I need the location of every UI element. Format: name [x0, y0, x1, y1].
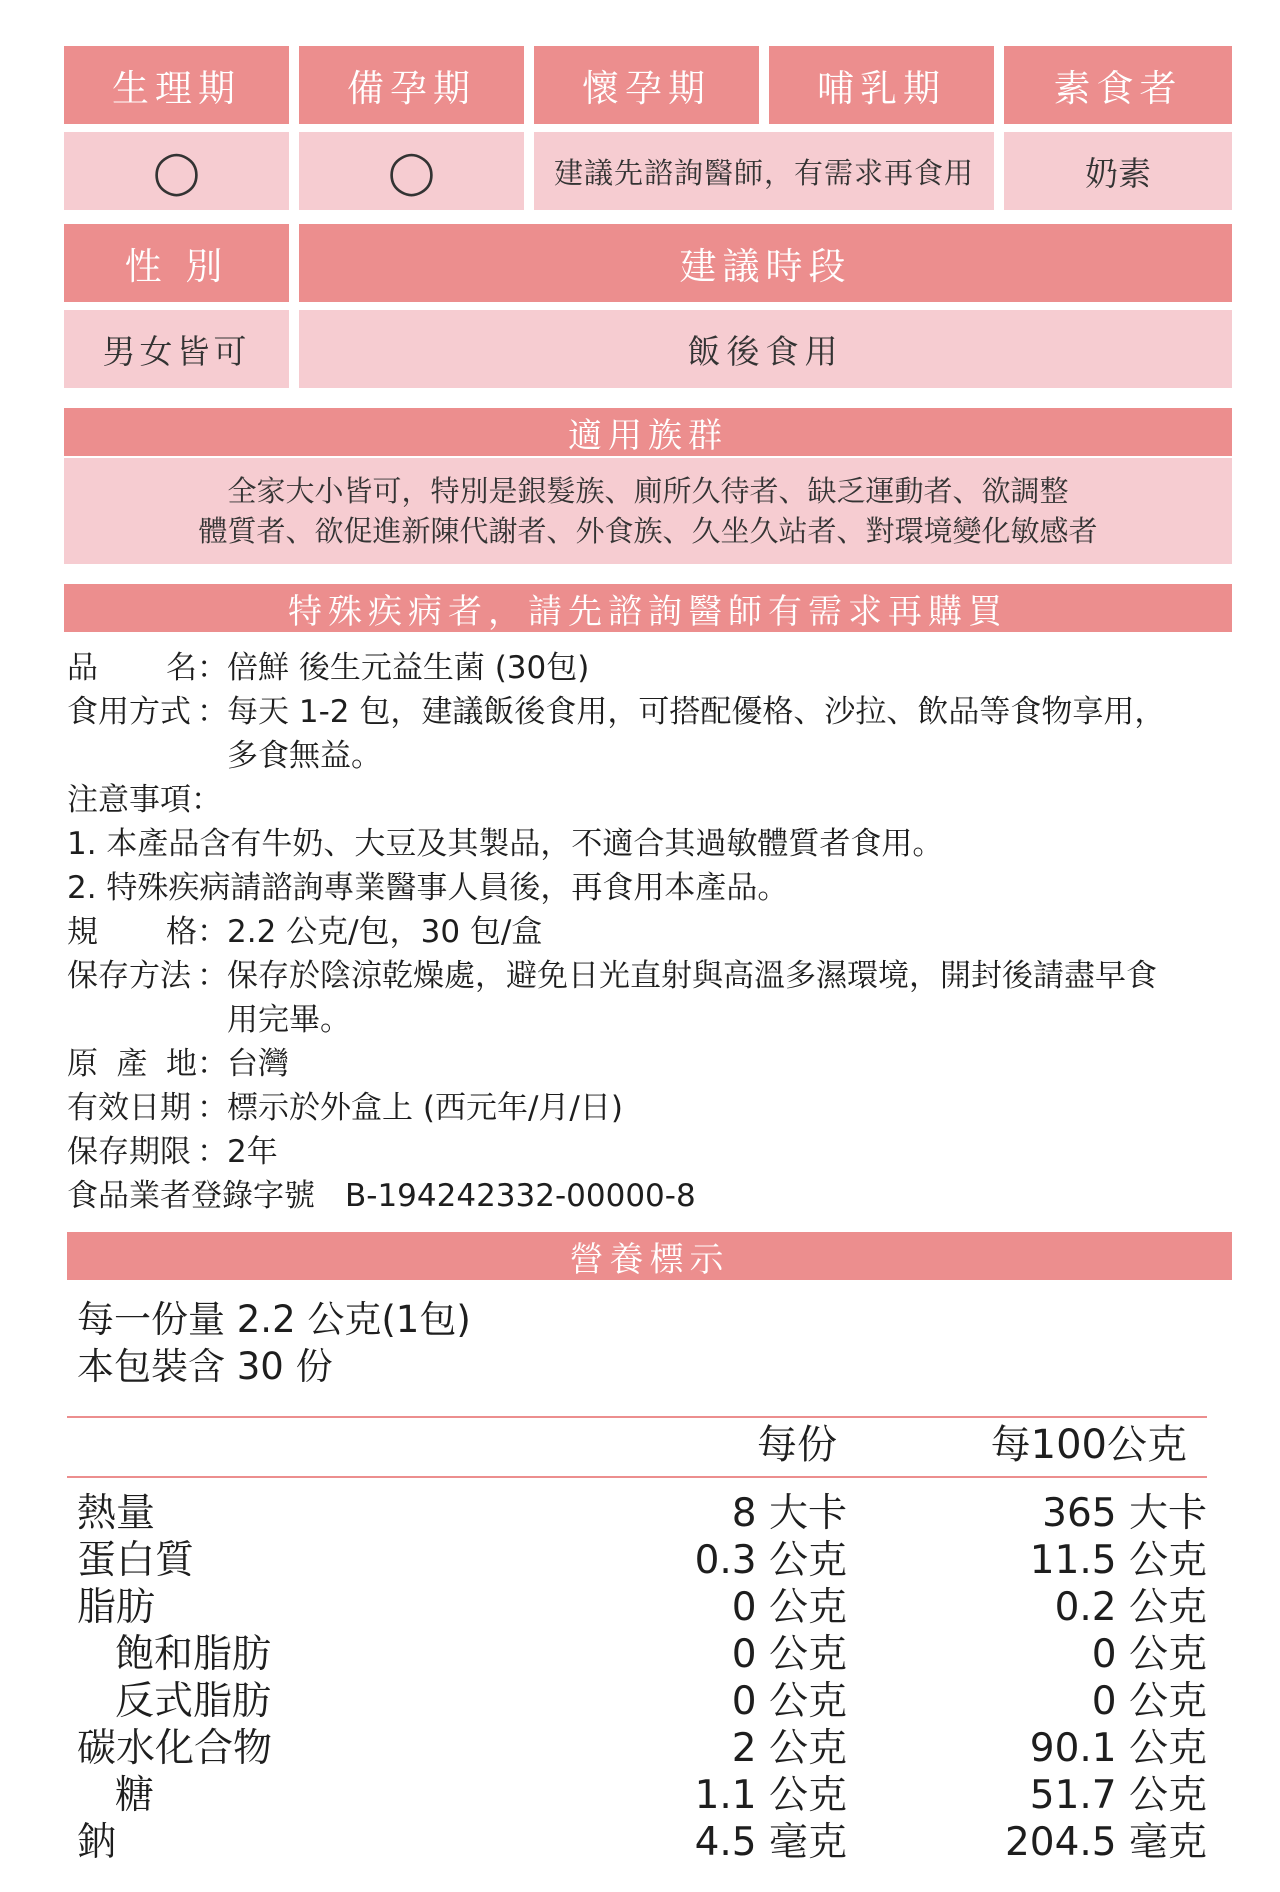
nutrition-row: 反式脂肪 0 公克 0 公克 — [115, 1679, 1207, 1724]
shelf-text: 2年 — [227, 1134, 278, 1170]
warning-band: 特殊疾病者，請先諮詢醫師有需求再購買 — [64, 584, 1232, 632]
spec-label: 規 格 — [67, 914, 197, 950]
divider — [67, 1416, 1207, 1418]
name-label: 品 名 — [67, 650, 197, 686]
header-nursing: 哺乳期 — [769, 46, 994, 124]
shelf-label: 保存期限 — [67, 1134, 191, 1170]
usage-label: 食用方式 — [67, 694, 191, 730]
nutrition-row: 鈉 4.5 毫克 204.5 毫克 — [77, 1820, 1207, 1865]
nutrition-header: 營養標示 — [67, 1232, 1232, 1280]
storage-text: 保存於陰涼乾燥處，避免日光直射與高溫多濕環境，開封後請盡早食 — [227, 958, 1157, 994]
target-group-header: 適用族群 — [64, 408, 1232, 456]
usage-text-cont: 多食無益。 — [227, 738, 382, 774]
expiry-label: 有效日期 — [67, 1090, 191, 1126]
nutrition-row: 糖 1.1 公克 51.7 公克 — [115, 1773, 1207, 1818]
circle-mark: ◯ — [387, 146, 435, 196]
target-group-line: 體質者、欲促進新陳代謝者、外食族、久坐久站者、對環境變化敏感者 — [198, 514, 1098, 548]
info-row-origin: 原 產 地 ： 台灣 — [67, 1042, 1217, 1086]
product-info — [67, 646, 1217, 1218]
target-group-line: 全家大小皆可，特別是銀髮族、廁所久待者、缺乏運動者、欲調整 — [227, 474, 1069, 508]
notes-label: 注意事項： — [67, 782, 222, 818]
info-row-storage: 保存方法 ： 保存於陰涼乾燥處，避免日光直射與高溫多濕環境，開封後請盡早食 — [67, 954, 1217, 998]
nutrition-table — [77, 1490, 1207, 1866]
servings-per-package: 本包裝含 30 份 — [77, 1345, 333, 1388]
nutrition-row: 脂肪 0 公克 0.2 公克 — [77, 1585, 1207, 1630]
info-row-registration — [67, 1174, 1217, 1218]
serving-info — [77, 1296, 471, 1390]
storage-text-cont: 用完畢。 — [227, 1002, 351, 1038]
serving-size: 每一份量 2.2 公克(1包) — [77, 1298, 471, 1341]
spec-text: 2.2 公克/包，30 包/盒 — [227, 914, 543, 950]
circle-mark: ◯ — [152, 146, 200, 196]
value-vegetarian: 奶素 — [1004, 132, 1232, 210]
value-gender: 男女皆可 — [64, 310, 289, 388]
value-pregnancy-nursing: 建議先諮詢醫師，有需求再食用 — [534, 132, 994, 210]
note-item: 2. 特殊疾病請諮詢專業醫事人員後，再食用本產品。 — [67, 870, 789, 906]
nutrition-row: 熱量 8 大卡 365 大卡 — [77, 1491, 1207, 1536]
note-item: 1. 本產品含有牛奶、大豆及其製品，不適合其過敏體質者食用。 — [67, 826, 944, 862]
target-group-body — [64, 458, 1232, 564]
col-per-100g: 每100公克 — [990, 1422, 1187, 1468]
col-per-serving: 每份 — [757, 1422, 837, 1468]
info-row-expiry: 有效日期 ： 標示於外盒上 (西元年/月/日) — [67, 1086, 1217, 1130]
value-pre-pregnancy — [299, 132, 524, 210]
header-gender: 性 別 — [64, 224, 289, 302]
product-name: 倍鮮 後生元益生菌 (30包) — [227, 650, 590, 686]
header-pre-pregnancy: 備孕期 — [299, 46, 524, 124]
nutrition-row: 碳水化合物 2 公克 90.1 公克 — [77, 1726, 1207, 1771]
origin-label: 原 產 地 — [67, 1046, 197, 1082]
info-row-name: 品 名 ： 倍鮮 後生元益生菌 (30包) — [67, 646, 1217, 690]
header-menstrual: 生理期 — [64, 46, 289, 124]
nutrition-row: 蛋白質 0.3 公克 11.5 公克 — [77, 1538, 1207, 1583]
value-menstrual — [64, 132, 289, 210]
usage-text: 每天 1-2 包，建議飯後食用，可搭配優格、沙拉、飲品等食物享用， — [227, 694, 1166, 730]
info-row-spec: 規 格 ： 2.2 公克/包，30 包/盒 — [67, 910, 1217, 954]
info-row-usage: 食用方式 ： 每天 1-2 包，建議飯後食用，可搭配優格、沙拉、飲品等食物享用， — [67, 690, 1217, 734]
registration-number: B-194242332-00000-8 — [345, 1178, 696, 1214]
info-row-shelf: 保存期限 ： 2年 — [67, 1130, 1217, 1174]
registration-label: 食品業者登錄字號 — [67, 1178, 315, 1214]
storage-label: 保存方法 — [67, 958, 191, 994]
header-vegetarian: 素食者 — [1004, 46, 1232, 124]
nutrition-row: 飽和脂肪 0 公克 0 公克 — [115, 1632, 1207, 1677]
divider — [67, 1476, 1207, 1478]
value-suggested-time: 飯後食用 — [299, 310, 1232, 388]
origin-text: 台灣 — [227, 1046, 289, 1082]
header-pregnancy: 懷孕期 — [534, 46, 759, 124]
header-suggested-time: 建議時段 — [299, 224, 1232, 302]
expiry-text: 標示於外盒上 (西元年/月/日) — [227, 1090, 623, 1126]
